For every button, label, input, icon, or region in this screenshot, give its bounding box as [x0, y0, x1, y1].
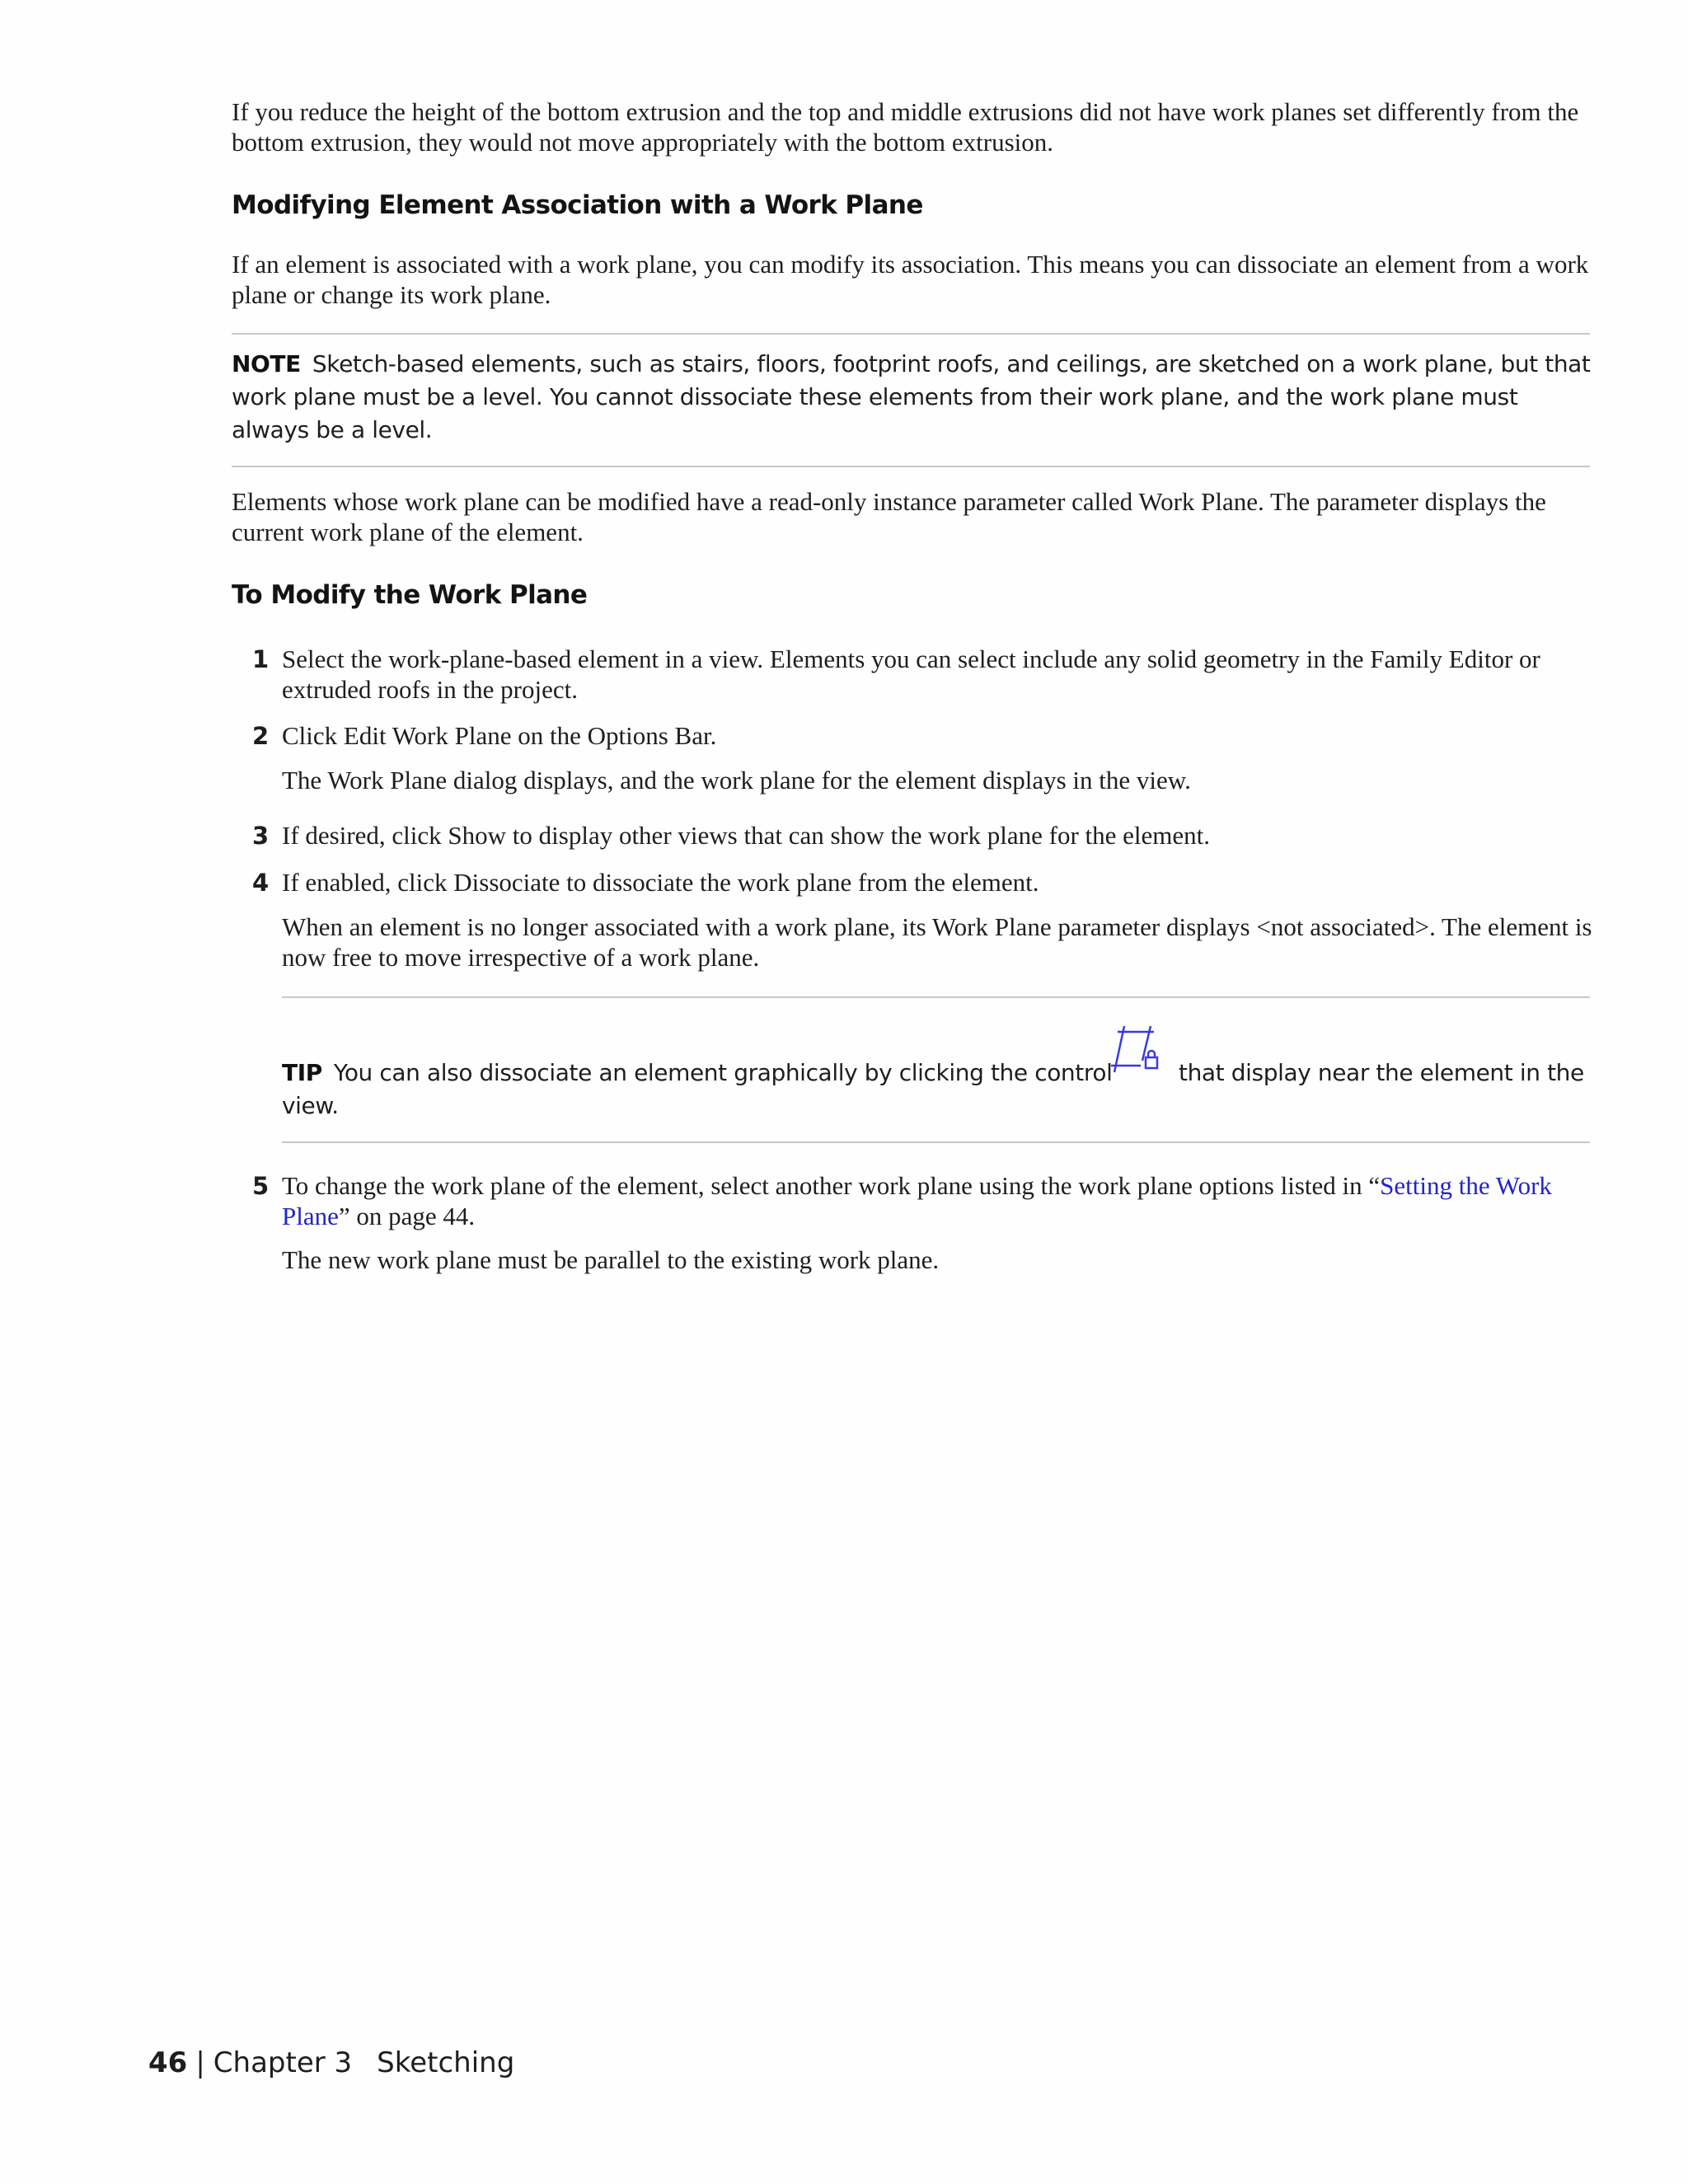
intro-paragraph: If you reduce the height of the bottom extrusion and the top and middle extrusions did not have work planes set differently from the bottom extrusion, they would not move appropriately with the bottom extrusion. [232, 97, 1579, 157]
section-heading-element-association: Modifying Element Association with a Work Plane [232, 190, 923, 220]
step-5-text-before: To change the work plane of the element, select another work plane using the work plane options listed in “ [282, 1171, 1381, 1200]
step-2-result: The Work Plane dialog displays, and the work plane for the element displays in the view. [282, 766, 1191, 794]
step-number-4: 4 [252, 869, 270, 897]
association-paragraph: If an element is associated with a work plane, you can modify its association. This means you can dissociate an element from a work plane or change its work plane. [232, 250, 1589, 309]
step-number-3: 3 [252, 822, 270, 850]
step-5-result: The new work plane must be parallel to the existing work plane. [282, 1245, 940, 1274]
step-1-text: Select the work-plane-based element in a view. Elements you can select include any solid geometry in the Family Editor or extruded roofs in the project. [282, 644, 1540, 704]
footer-chapter: Chapter 3 [213, 2046, 353, 2079]
step-number-1: 1 [252, 645, 270, 673]
step-number-5: 5 [252, 1172, 270, 1200]
step-3-text: If desired, click Show to display other views that can show the work plane for the element. [282, 821, 1211, 850]
step-4-text: If enabled, click Dissociate to dissociate the work plane from the element. [282, 868, 1039, 897]
section-heading-modify-work-plane: To Modify the Work Plane [232, 580, 588, 610]
step-number-2: 2 [252, 722, 270, 750]
step-2-text: Click Edit Work Plane on the Options Bar. [282, 721, 717, 750]
step-5-text-after: ” on page 44. [338, 1202, 476, 1230]
setting-the-work-plane-link[interactable]: Setting the Work Plane [282, 1171, 1552, 1230]
tip-bottom-divider [282, 1141, 1590, 1143]
dissociate-work-plane-icon[interactable] [1109, 1024, 1162, 1077]
note-bottom-divider [232, 466, 1590, 467]
step-5-text [282, 1170, 1597, 1231]
tip-text-before: You can also dissociate an element graphically by clicking the control [333, 1059, 1113, 1086]
tip-first-line [282, 1057, 1112, 1090]
note-block [232, 348, 1592, 447]
page-number: 46 [148, 2046, 188, 2079]
page-footer [148, 2044, 514, 2082]
tip-text-after: that display near the element in the [1179, 1059, 1584, 1086]
note-top-divider [232, 333, 1590, 335]
footer-chapter-title: Sketching [377, 2046, 515, 2079]
footer-separator: | [195, 2046, 205, 2079]
step-4-result: When an element is no longer associated with a work plane, its Work Plane parameter displays <not associated>. The element is now free to move irrespective of a work plane. [282, 912, 1592, 972]
note-text: Sketch-based elements, such as stairs, floors, footprint roofs, and ceilings, are sketched on a work plane, but that work plane must be a level. You cannot dissociate these elements from their work plane, and the work plane must always be a level. [232, 350, 1591, 443]
note-label: NOTE [232, 350, 301, 377]
tip-text-wrap: view. [282, 1092, 339, 1119]
tip-top-divider [282, 996, 1590, 998]
tip-label: TIP [282, 1059, 322, 1086]
work-plane-parameter-paragraph: Elements whose work plane can be modified have a read-only instance parameter called Work Plane. The parameter displays the current work plane of the element. [232, 487, 1546, 546]
